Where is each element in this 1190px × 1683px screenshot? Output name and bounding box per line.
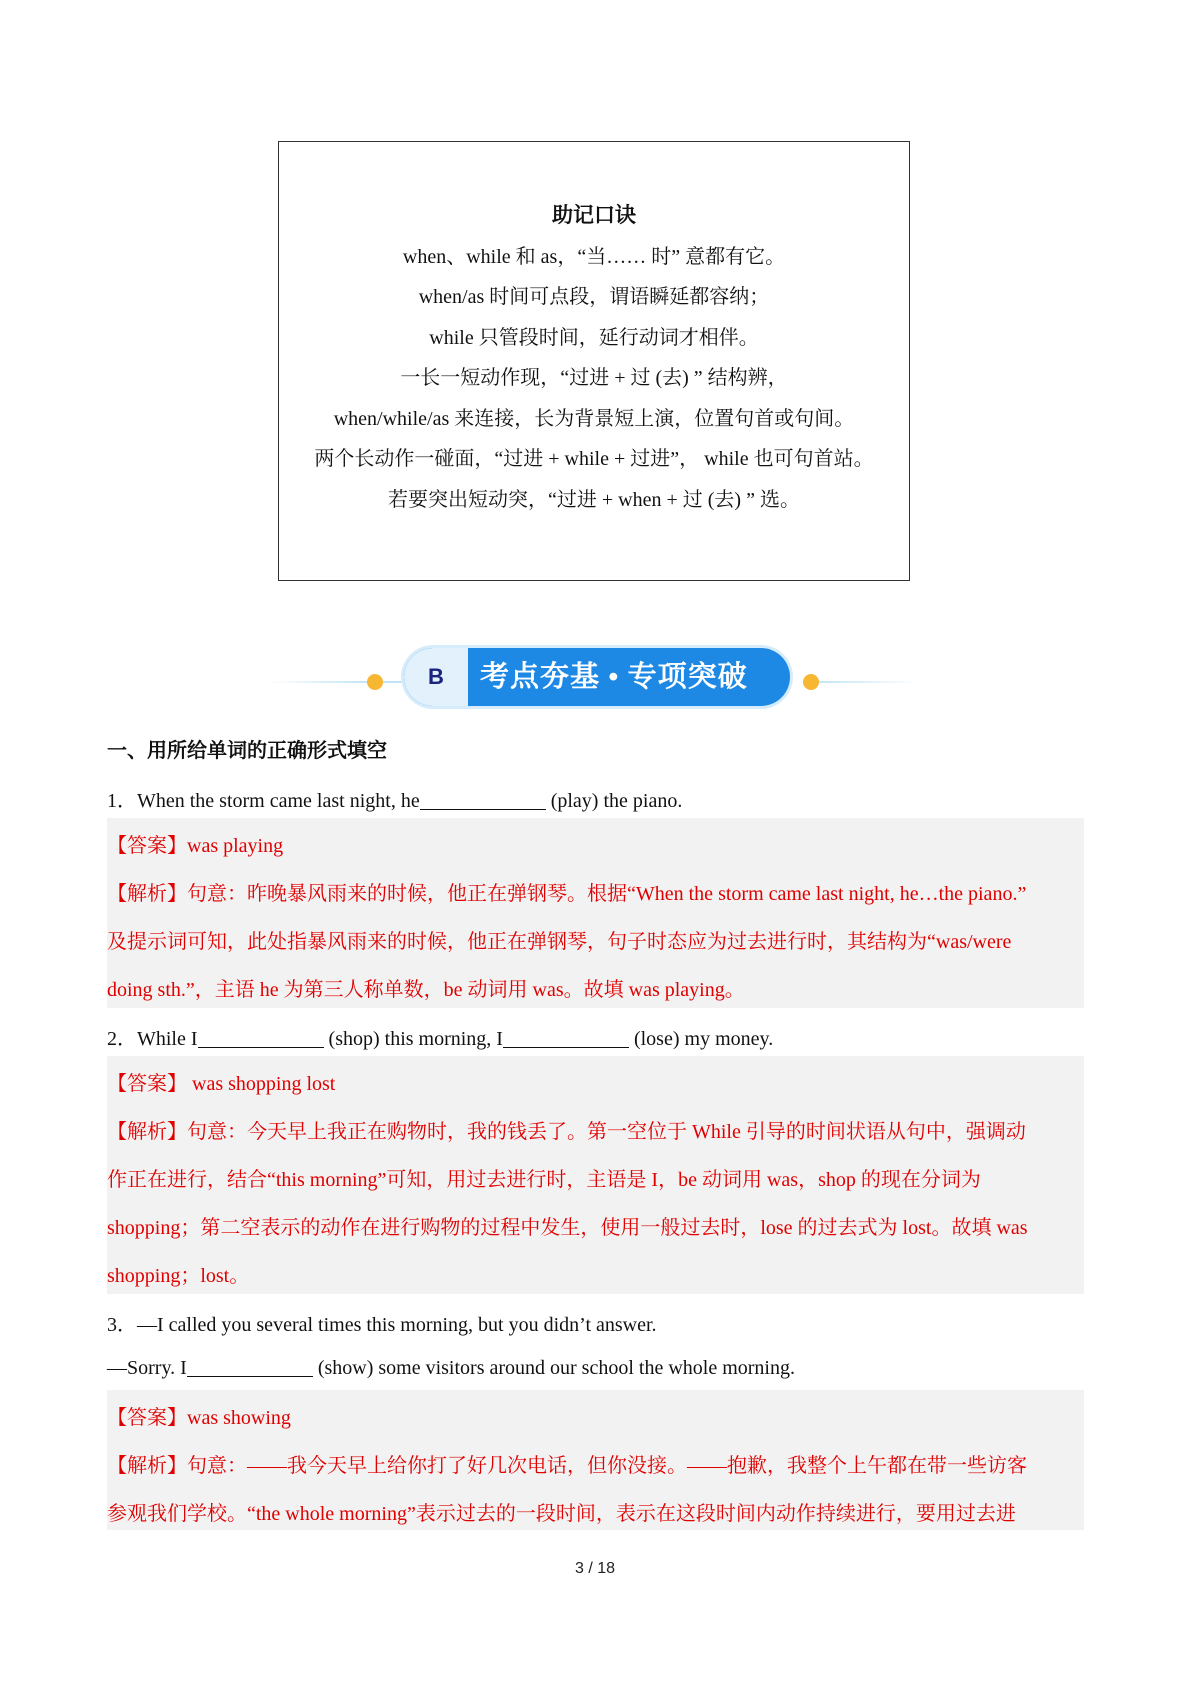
analysis-line: 【解析】句意：昨晚暴风雨来的时候，他正在弹钢琴。根据“When the storm came last night, he…the piano.” (107, 883, 1027, 905)
mnemonic-line: 一长一短动作现，“过进 + 过 (去) ” 结构辨， (400, 367, 788, 389)
mnemonic-title: 助记口诀 (552, 203, 636, 227)
analysis-line: shopping；第二空表示的动作在进行购物的过程中发生，使用一般过去时，lose 的过去式为 lost。故填 was (107, 1217, 1028, 1239)
question-text: 2．While I (107, 1028, 198, 1050)
question-text: —Sorry. I (107, 1357, 187, 1379)
analysis-line: shopping；lost。 (107, 1265, 250, 1287)
banner-badge: B (404, 648, 468, 706)
mnemonic-line: 若要突出短动突，“过进 + when + 过 (去) ” 选。 (388, 489, 800, 511)
question-text: (shop) this morning, I (323, 1028, 503, 1050)
page-number: 3 / 18 (574, 1560, 616, 1577)
answer-blank (198, 1027, 324, 1048)
answer-line: 【答案】 was shopping lost (107, 1073, 336, 1095)
banner-pill (404, 648, 790, 706)
mnemonic-line: when/while/as 来连接，长为背景短上演，位置句首或句间。 (333, 408, 855, 430)
banner-dot-icon (803, 674, 819, 690)
question-3: 3．—I called you several times this morning, but you didn’t answer. (107, 1314, 657, 1336)
analysis-line: 参观我们学校。“the whole morning”表示过去的一段时间，表示在这段时间内动作持续进行，要用过去进 (107, 1503, 1016, 1525)
question-3-reply (107, 1356, 795, 1380)
answer-line: 【答案】was playing (107, 835, 284, 857)
answer-block-1 (107, 818, 1084, 1008)
analysis-line: 【解析】句意：——我今天早上给你打了好几次电话，但你没接。——抱歉，我整个上午都在带一些访客 (107, 1455, 1027, 1477)
answer-blank (187, 1356, 313, 1377)
banner-line-left (270, 681, 370, 683)
question-text: 1．When the storm came last night, he (107, 790, 420, 812)
analysis-line: 作正在进行，结合“this morning”可知，用过去进行时，主语是 I，be 动词用 was，shop 的现在分词为 (107, 1169, 981, 1191)
question-1 (107, 784, 682, 813)
mnemonic-line: when/as 时间可点段，谓语瞬延都容纳； (418, 286, 770, 308)
analysis-line: doing sth.”，主语 he 为第三人称单数，be 动词用 was。故填 was playing。 (107, 979, 745, 1001)
mnemonic-line: 两个长动作一碰面，“过进 + while + 过进”， while 也可句首站。 (314, 448, 874, 470)
answer-blank (503, 1027, 629, 1048)
question-text: (play) the piano. (545, 790, 683, 812)
mnemonic-line: when、while 和 as，“当…… 时” 意都有它。 (402, 246, 786, 268)
answer-block-3 (107, 1390, 1084, 1530)
answer-block-2 (107, 1056, 1084, 1294)
section-title: 一、用所给单词的正确形式填空 (107, 738, 387, 762)
banner-dot-icon (367, 674, 383, 690)
mnemonic-line: while 只管段时间，延行动词才相伴。 (429, 327, 759, 349)
banner-line-right (810, 681, 920, 683)
mnemonic-box (278, 141, 910, 581)
banner-text: 考点夯基 • 专项突破 (480, 661, 748, 693)
answer-blank (420, 789, 546, 810)
question-text: (lose) my money. (628, 1028, 774, 1050)
answer-line: 【答案】was showing (107, 1407, 291, 1429)
analysis-line: 【解析】句意：今天早上我正在购物时，我的钱丢了。第一空位于 While 引导的时间状语从句中，强调动 (107, 1121, 1026, 1143)
question-text: (show) some visitors around our school the whole morning. (312, 1357, 795, 1379)
question-2 (107, 1022, 773, 1051)
analysis-line: 及提示词可知，此处指暴风雨来的时候，他正在弹钢琴，句子时态应为过去进行时，其结构为“was/were (107, 931, 1012, 953)
section-banner (270, 648, 920, 708)
